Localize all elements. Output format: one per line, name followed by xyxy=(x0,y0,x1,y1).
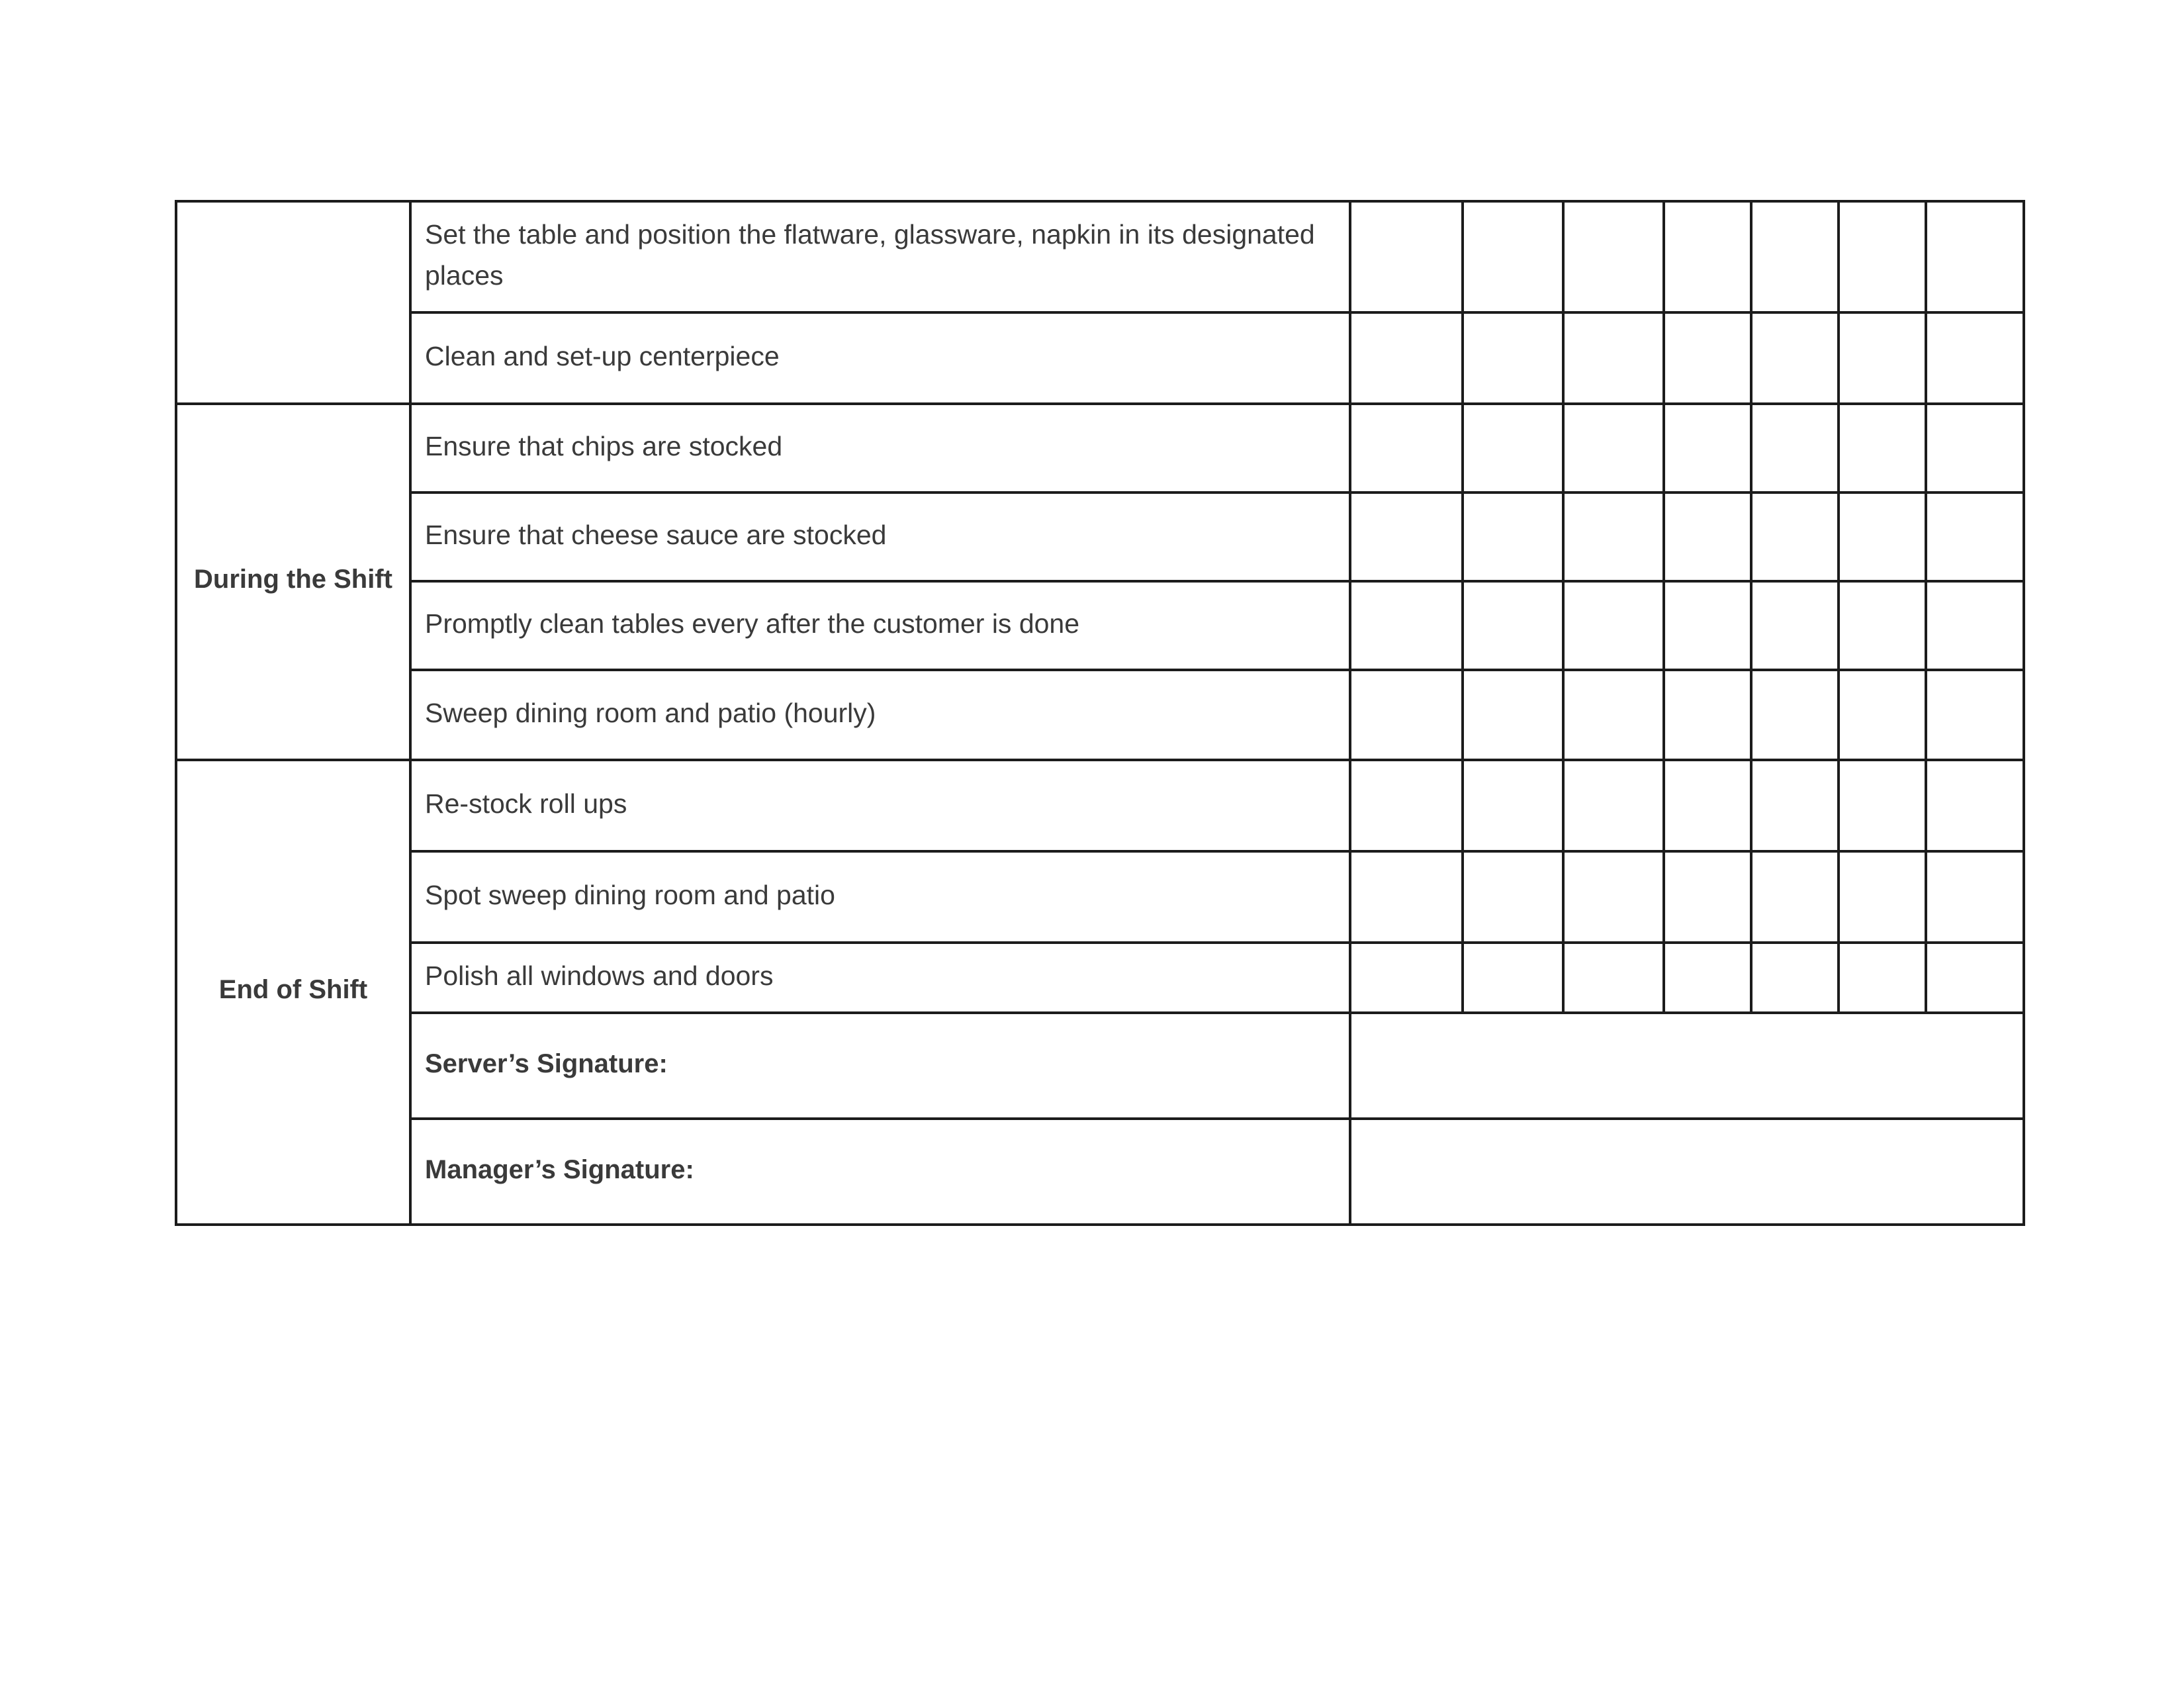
task-cell: Ensure that cheese sauce are stocked xyxy=(410,492,1350,581)
checkbox-cell-day-6[interactable] xyxy=(1839,492,1926,581)
checkbox-cell-day-4[interactable] xyxy=(1664,670,1751,760)
table-row xyxy=(176,1119,2024,1225)
checkbox-cell-day-5[interactable] xyxy=(1751,581,1839,670)
checkbox-cell-day-5[interactable] xyxy=(1751,201,1839,312)
checkbox-cell-day-2[interactable] xyxy=(1463,492,1563,581)
checkbox-cell-day-4[interactable] xyxy=(1664,492,1751,581)
checkbox-cell-day-7[interactable] xyxy=(1926,760,2024,851)
checkbox-cell-day-6[interactable] xyxy=(1839,201,1926,312)
table-row xyxy=(176,1013,2024,1119)
checkbox-cell-day-2[interactable] xyxy=(1463,943,1563,1013)
checkbox-cell-day-1[interactable] xyxy=(1350,670,1463,760)
table-row xyxy=(176,312,2024,404)
checkbox-cell-day-3[interactable] xyxy=(1563,851,1664,943)
checkbox-cell-day-5[interactable] xyxy=(1751,404,1839,492)
task-cell: Set the table and position the flatware, glassware, napkin in its designated places xyxy=(410,201,1350,312)
checkbox-cell-day-4[interactable] xyxy=(1664,760,1751,851)
table-row xyxy=(176,851,2024,943)
checkbox-cell-day-5[interactable] xyxy=(1751,312,1839,404)
task-cell: Promptly clean tables every after the customer is done xyxy=(410,581,1350,670)
checkbox-cell-day-7[interactable] xyxy=(1926,851,2024,943)
checkbox-cell-day-5[interactable] xyxy=(1751,943,1839,1013)
checkbox-cell-day-4[interactable] xyxy=(1664,312,1751,404)
category-cell-setup xyxy=(176,201,410,404)
checkbox-cell-day-7[interactable] xyxy=(1926,312,2024,404)
checkbox-cell-day-2[interactable] xyxy=(1463,404,1563,492)
checkbox-cell-day-2[interactable] xyxy=(1463,581,1563,670)
checkbox-cell-day-1[interactable] xyxy=(1350,851,1463,943)
task-cell: Clean and set-up centerpiece xyxy=(410,312,1350,404)
table-row xyxy=(176,943,2024,1013)
checkbox-cell-day-7[interactable] xyxy=(1926,201,2024,312)
checkbox-cell-day-3[interactable] xyxy=(1563,492,1664,581)
checkbox-cell-day-6[interactable] xyxy=(1839,670,1926,760)
checkbox-cell-day-1[interactable] xyxy=(1350,201,1463,312)
checkbox-cell-day-4[interactable] xyxy=(1664,581,1751,670)
checkbox-cell-day-2[interactable] xyxy=(1463,201,1563,312)
task-cell: Sweep dining room and patio (hourly) xyxy=(410,670,1350,760)
checkbox-cell-day-1[interactable] xyxy=(1350,943,1463,1013)
checkbox-cell-day-4[interactable] xyxy=(1664,851,1751,943)
checkbox-cell-day-2[interactable] xyxy=(1463,670,1563,760)
checkbox-cell-day-5[interactable] xyxy=(1751,670,1839,760)
task-cell: Ensure that chips are stocked xyxy=(410,404,1350,492)
checkbox-cell-day-3[interactable] xyxy=(1563,404,1664,492)
checkbox-cell-day-2[interactable] xyxy=(1463,851,1563,943)
checkbox-cell-day-2[interactable] xyxy=(1463,760,1563,851)
checkbox-cell-day-6[interactable] xyxy=(1839,312,1926,404)
checkbox-cell-day-1[interactable] xyxy=(1350,404,1463,492)
checkbox-cell-day-6[interactable] xyxy=(1839,581,1926,670)
checkbox-cell-day-7[interactable] xyxy=(1926,670,2024,760)
checkbox-cell-day-3[interactable] xyxy=(1563,201,1664,312)
table-row xyxy=(176,492,2024,581)
manager-signature-label: Manager’s Signature: xyxy=(410,1119,1350,1225)
server-signature-field[interactable] xyxy=(1350,1013,2024,1119)
checkbox-cell-day-7[interactable] xyxy=(1926,404,2024,492)
task-cell: Re-stock roll ups xyxy=(410,760,1350,851)
task-cell: Spot sweep dining room and patio xyxy=(410,851,1350,943)
checkbox-cell-day-3[interactable] xyxy=(1563,760,1664,851)
checkbox-cell-day-7[interactable] xyxy=(1926,492,2024,581)
category-cell-during-shift: During the Shift xyxy=(176,404,410,760)
table-row xyxy=(176,581,2024,670)
checkbox-cell-day-3[interactable] xyxy=(1563,312,1664,404)
checkbox-cell-day-6[interactable] xyxy=(1839,404,1926,492)
checkbox-cell-day-2[interactable] xyxy=(1463,312,1563,404)
table-row xyxy=(176,760,2024,851)
checkbox-cell-day-7[interactable] xyxy=(1926,581,2024,670)
checkbox-cell-day-3[interactable] xyxy=(1563,670,1664,760)
table-row xyxy=(176,670,2024,760)
checkbox-cell-day-5[interactable] xyxy=(1751,760,1839,851)
checkbox-cell-day-4[interactable] xyxy=(1664,943,1751,1013)
category-cell-end-of-shift: End of Shift xyxy=(176,760,410,1225)
checkbox-cell-day-4[interactable] xyxy=(1664,404,1751,492)
server-signature-label: Server’s Signature: xyxy=(410,1013,1350,1119)
checkbox-cell-day-6[interactable] xyxy=(1839,760,1926,851)
opening-checklist-table xyxy=(175,200,2025,1226)
table-row xyxy=(176,201,2024,312)
checkbox-cell-day-1[interactable] xyxy=(1350,312,1463,404)
checkbox-cell-day-5[interactable] xyxy=(1751,851,1839,943)
checkbox-cell-day-3[interactable] xyxy=(1563,943,1664,1013)
checkbox-cell-day-6[interactable] xyxy=(1839,943,1926,1013)
manager-signature-field[interactable] xyxy=(1350,1119,2024,1225)
checkbox-cell-day-7[interactable] xyxy=(1926,943,2024,1013)
checkbox-cell-day-4[interactable] xyxy=(1664,201,1751,312)
task-cell: Polish all windows and doors xyxy=(410,943,1350,1013)
checkbox-cell-day-6[interactable] xyxy=(1839,851,1926,943)
checkbox-cell-day-1[interactable] xyxy=(1350,760,1463,851)
checkbox-cell-day-3[interactable] xyxy=(1563,581,1664,670)
checkbox-cell-day-1[interactable] xyxy=(1350,492,1463,581)
checkbox-cell-day-5[interactable] xyxy=(1751,492,1839,581)
checkbox-cell-day-1[interactable] xyxy=(1350,581,1463,670)
table-row xyxy=(176,404,2024,492)
